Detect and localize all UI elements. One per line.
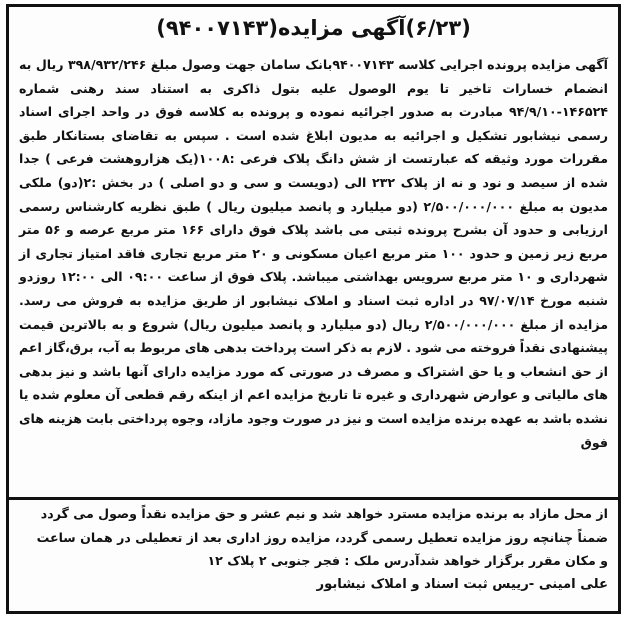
notice-body: آگهی مزایده پرونده اجرایی کلاسه ۹۴۰۰۷۱۴۳بانک سامان جهت وصول مبلغ ۳۹۸/۹۳۲/۲۴۶ ریال به انضمام خسارات تاخیر تا یوم الوصول علیه بتول ذاکری به استناد سند رهنی شماره ۱۴۶۵۲۴-۹۴/۹/۱۰ مبادرت به صدور اجرائیه نموده و پرونده به کلاسه فوق در واحد اجرای اسناد رسمی نیشابور تشکیل و اجرائیه به مدیون ابلاغ شده است . سپس به تقاضای بستانکار طبق مقررات مورد وثیقه که عبارتست از شش دانگ پلاک فرعی :۱۰۰۸(یک هزاروهشت فرعی ) جدا شده از سیصد و نود و نه از پلاک ۲۳۲ الی (دویست و سی و دو اصلی ) در بخش :۲(دو) ملکی مدیون به مبلغ ۲/۵۰۰/۰۰۰/۰۰۰ (دو میلیارد و پانصد میلیون ریال ) طبق نظریه کارشناس رسمی ارزیابی و حدود آن بشرح پرونده ثبتی می باشد پلاک فوق دارای ۱۶۶ متر مربع عرصه و ۵۶ متر مربع زیر زمین و حدود ۱۰۰ متر مربع اعیان مسکونی و ۲۰ متر مربع تجاری فاقد امتیاز تجاری از شهرداری و ۱۰ متر مربع سرویس بهداشتی میباشد. پلاک فوق از ساعت ۰۹:۰۰ الی ۱۲:۰۰ روزدو شنبه مورخ ۹۷/۰۷/۱۴ در اداره ثبت اسناد و املاک نیشابور از طریق مزایده به فروش می رسد. مزایده از مبلغ ۲/۵۰۰/۰۰۰/۰۰۰ ریال (دو میلیارد و پانصد میلیون ریال) شروع و به بالاترین قیمت پیشنهادی نقداً فروخته می شود . لازم به ذکر است پرداخت بدهی های مربوط به آب، برق،گاز اعم از حق انشعاب و یا حق اشتراک و مصرف در صورتی که مورد مزایده دارای آنها باشد و نیز بدهی های مالیاتی و عوارض شهرداری و غیره تا تاریخ مزایده اعم از اینکه رقم قطعی آن معلوم شده یا نشده باشد به عهده برنده مزایده است و نیز در صورت وجود مازاد، وجوه پرداختی بابت هزینه های فوق — [19, 57, 609, 450]
footer-line: از محل مازاد به برنده مزایده مسترد خواهد شد و نیم عشر و حق مزایده نقداً وصول می گردد — [40, 506, 608, 521]
notice-title: (۶/۲۳)آگهی مزایده(۹۴۰۰۷۱۴۳) — [156, 16, 471, 40]
footer-line: و مکان مقرر برگزار خواهد شدآدرس ملک : فجر جنوبی ۲ پلاک ۱۲ — [207, 553, 608, 569]
footer-line: ضمناً چنانچه روز مزایده تعطیل رسمی گردد، مزایده روز اداری بعد از تعطیلی در همان ساعت — [36, 529, 608, 545]
signature-line: علی امینی -رییس ثبت اسناد و املاک نیشابور — [316, 576, 608, 592]
notice-footer — [19, 502, 608, 596]
auction-notice — [6, 4, 621, 614]
section-divider — [9, 497, 618, 500]
